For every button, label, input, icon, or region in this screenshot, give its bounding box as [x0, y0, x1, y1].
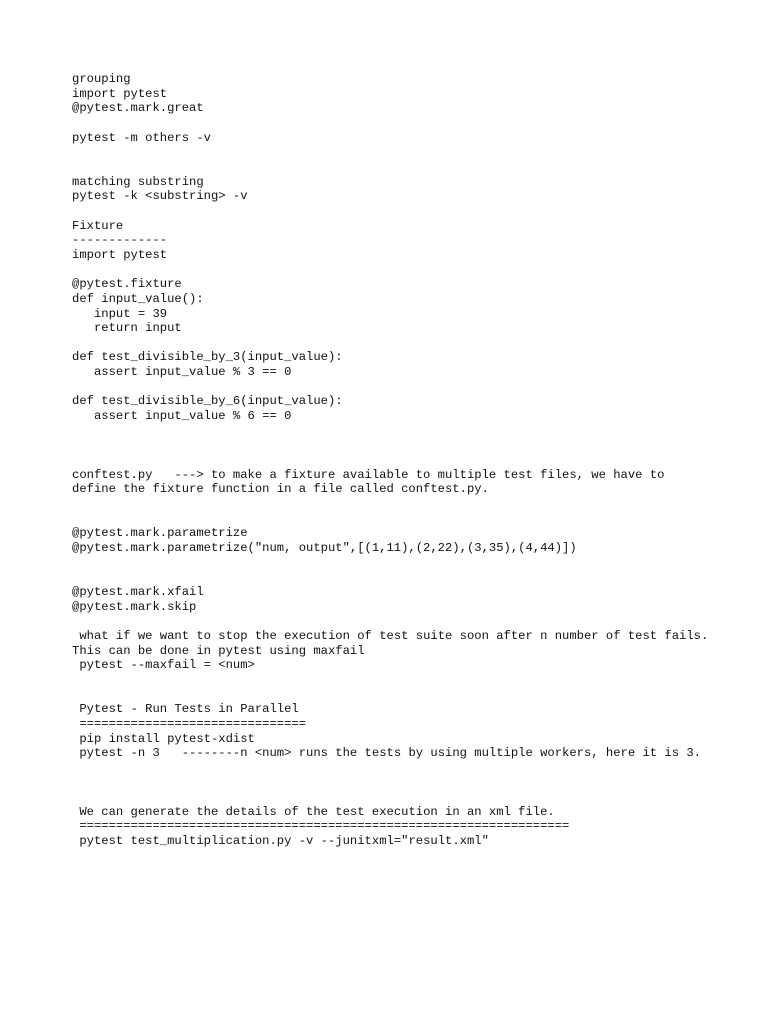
document-text: grouping import pytest @pytest.mark.great pytest -m others -v matching substring pytest -k <substring> -v Fixture ------------- import pytest @pytest.fixture def input_value(): input = 39 return input def test_divisible_by_3(input_value): assert input_value % 3 == 0 def test_divisible_by_6(input_value): assert input_value % 6 == 0 conftest.py ---> to make a fixture available to multiple test files, we have to define the fixture function in a file called conftest.py. @pytest.mark.parametrize @pytest.mark.parametrize("num, output",[(1,11),(2,22),(3,35),(4,44)]) @pytest.mark.xfail @pytest.mark.skip what if we want to stop the execution of test suite soon after n number of test fails. This can be done in pytest using maxfail pytest --maxfail = <num> Pytest - Run Tests in Parallel =============================== pip install pytest-xdist pytest -n 3 --------n <num> runs the tests by using multiple workers, here it is 3. We can generate the details of the test execution in an xml file. =================================================================== pytest test_multiplication.py -v --junitxml="result.xml": [72, 72, 709, 849]
